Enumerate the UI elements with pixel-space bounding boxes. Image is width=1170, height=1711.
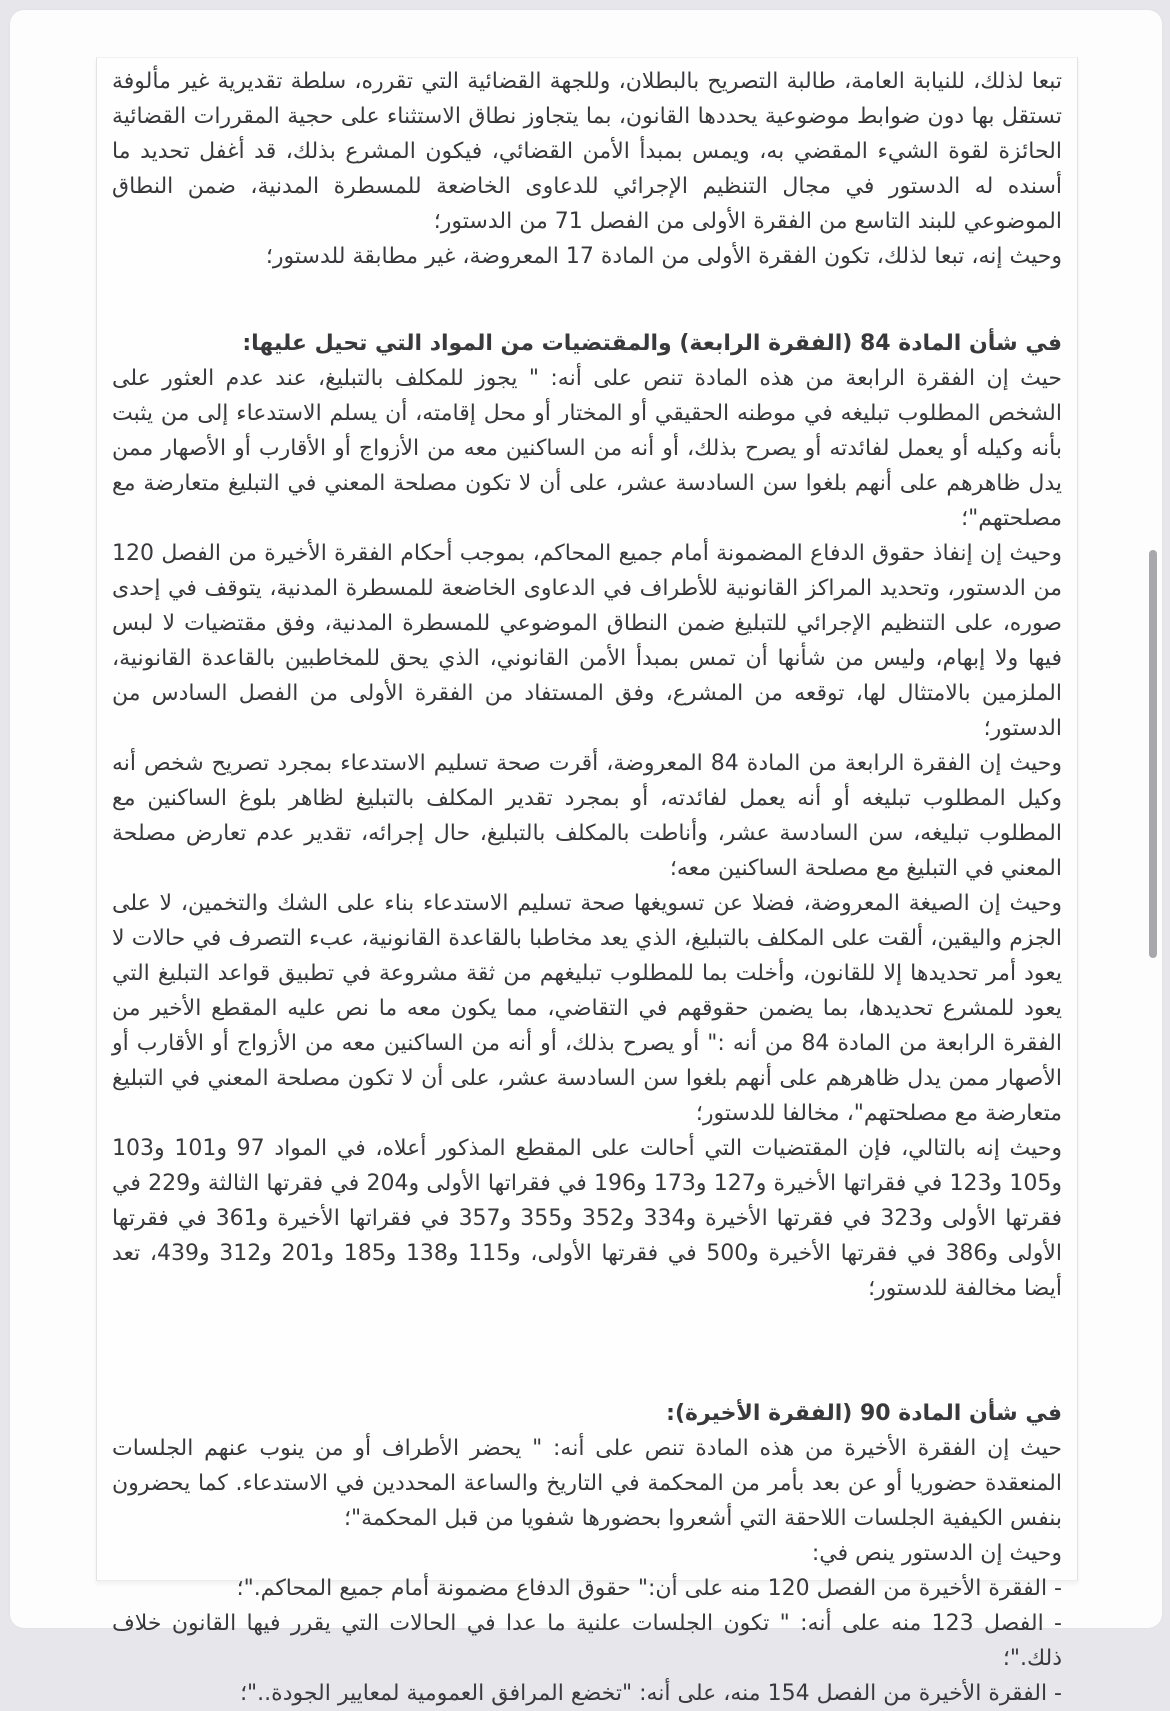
- section-heading-article-84: في شأن المادة 84 (الفقرة الرابعة) والمقتضيات من المواد التي تحيل عليها:: [242, 331, 1062, 356]
- constitution-reference-item: - الفقرة الأخيرة من الفصل 154 منه، على أنه: "تخضع المرافق العمومية لمعايير الجودة.."؛: [240, 1681, 1062, 1706]
- constitution-reference-item: - الفقرة الأخيرة من الفصل 120 منه على أن:" حقوق الدفاع مضمونة أمام جميع المحاكم."؛: [236, 1576, 1062, 1601]
- document-paragraph: وحيث إن الدستور ينص في:: [811, 1541, 1062, 1566]
- document-paragraph: حيث إن الفقرة الرابعة من هذه المادة تنص على أنه: " يجوز للمكلف بالتبليغ، عند عدم العثور على الشخص المطلوب تبليغه في موطنه الحقيقي أو المختار أو محل إقامته، أن يسلم الاستدعاء إلى من يثبت بأنه وكيله أو يعمل لفائدته أو يصرح بذلك، أو أنه من الساكنين معه من الأزواج أو الأقارب أو الأصهار ممن يدل ظاهرهم على أنهم بلغوا سن السادسة عشر، على أن لا تكون مصلحة المعني في التبليغ متعارضة مع مصلحتهم"؛: [112, 366, 1062, 531]
- scrollbar-thumb[interactable]: [1149, 550, 1157, 958]
- document-paragraph: وحيث إنه، تبعا لذلك، تكون الفقرة الأولى من المادة 17 المعروضة، غير مطابقة للدستور؛: [265, 244, 1062, 269]
- constitution-reference-item: - الفصل 123 منه على أنه: " تكون الجلسات علنية ما عدا في الحالات التي يقرر فيها القانون خلاف ذلك."؛: [112, 1611, 1062, 1671]
- document-paragraph: وحيث إن الفقرة الرابعة من المادة 84 المعروضة، أقرت صحة تسليم الاستدعاء بمجرد تصريح شخص أنه وكيل المطلوب تبليغه أو أنه يعمل لفائدته، أو بمجرد تقدير المكلف بالتبليغ لظاهر بلوغ الساكنين مع المطلوب تبليغه، سن السادسة عشر، وأناطت بالمكلف بالتبليغ، حال إجرائه، تقدير عدم تعارض مصلحة المعني في التبليغ مع مصلحة الساكنين معه؛: [112, 751, 1063, 881]
- document-paragraph: وحيث إن الصيغة المعروضة، فضلا عن تسويغها صحة تسليم الاستدعاء بناء على الشك والتخمين، لا على الجزم واليقين، ألقت على المكلف بالتبليغ، الذي يعد مخاطبا بالقاعدة القانونية، عبء التصرف في حالات لا يعود أمر تحديدها إلا للقانون، وأخلت بما للمطلوب تبليغهم من ثقة مشروعة في تطبيق قواعد التبليغ التي يعود للمشرع تحديدها، بما يضمن حقوقهم في التقاضي، مما يكون معه ما نص عليه المقطع الأخير من الفقرة الرابعة من المادة 84 من أنه :" أو يصرح بذلك، أو أنه من الساكنين معه من الأزواج أو الأقارب أو الأصهار ممن يدل ظاهرهم على أنهم بلغوا سن السادسة عشر، على أن لا تكون مصلحة المعني في التبليغ متعارضة مع مصلحتهم"، مخالفا للدستور؛: [112, 891, 1062, 1126]
- section-heading-article-90: في شأن المادة 90 (الفقرة الأخيرة):: [666, 1401, 1062, 1426]
- document-paragraph: حيث إن الفقرة الأخيرة من هذه المادة تنص على أنه: " يحضر الأطراف أو من ينوب عنهم الجلسات المنعقدة حضوريا أو عن بعد بأمر من المحكمة في التاريخ والساعة المحددين في الاستدعاء. كما يحضرون بنفس الكيفية الجلسات اللاحقة التي أشعروا بحضورها شفويا من قبل المحكمة"؛: [112, 1436, 1062, 1531]
- document-text-block: [112, 64, 1062, 1711]
- scanned-page: [96, 57, 1078, 1706]
- document-paragraph: تبعا لذلك، للنيابة العامة، طالبة التصريح بالبطلان، وللجهة القضائية التي تقرره، سلطة تقديرية غير مألوفة تستقل بها دون ضوابط موضوعية يحددها القانون، بما يتجاوز نطاق الاستثناء على حجية المقررات القضائية الحائزة لقوة الشيء المقضي به، ويمس بمبدأ الأمن القضائي، فيكون المشرع بذلك، قد أغفل تحديد ما أسنده له الدستور في مجال التنظيم الإجرائي للدعاوى الخاضعة للمسطرة المدنية، ضمن النطاق الموضوعي للبند التاسع من الفقرة الأولى من الفصل 71 من الدستور؛: [112, 69, 1062, 234]
- document-paragraph: وحيث إنه بالتالي، فإن المقتضيات التي أحالت على المقطع المذكور أعلاه، في المواد 97 و101 و103 و105 و123 في فقراتها الأخيرة و127 و173 و196 في فقراتها الأولى و204 في فقرتها الثالثة و229 في فقرتها الأولى و323 في فقرتها الأخيرة و334 و352 و355 و357 في فقراتها الأخيرة و361 في فقرتها الأولى و386 في فقرتها الأخيرة و500 في فقرتها الأولى، و115 و138 و185 و201 و312 و439، تعد أيضا مخالفة للدستور؛: [112, 1136, 1063, 1301]
- document-paragraph: وحيث إن إنفاذ حقوق الدفاع المضمونة أمام جميع المحاكم، بموجب أحكام الفقرة الأخيرة من الفصل 120 من الدستور، وتحديد المراكز القانونية للأطراف في الدعاوى الخاضعة للمسطرة المدنية، يتوقف في إحدى صوره، على التنظيم الإجرائي للتبليغ ضمن النطاق الموضوعي للمسطرة المدنية، وفق مقتضيات لا لبس فيها ولا إبهام، وليس من شأنها أن تمس بمبدأ الأمن القانوني، الذي يحق للمخاطبين بالقاعدة القانونية، الملزمين بالامتثال لها، توقعه من المشرع، وفق المستفاد من الفقرة الأولى من الفصل السادس من الدستور؛: [112, 541, 1062, 741]
- document-card: [10, 10, 1162, 1706]
